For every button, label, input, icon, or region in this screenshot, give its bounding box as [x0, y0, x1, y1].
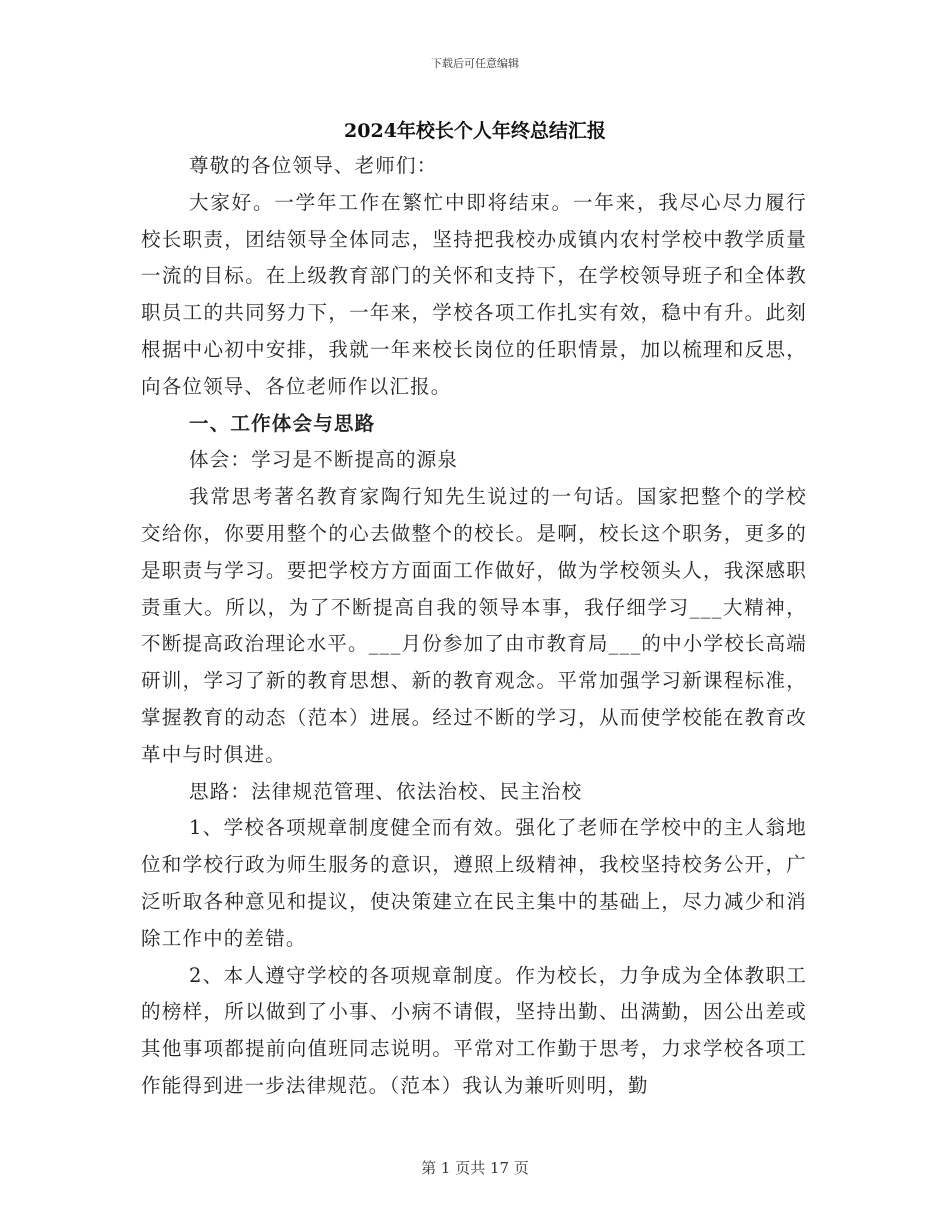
- page-number: 第 1 页共 17 页: [421, 1159, 529, 1177]
- subheading-experience: 体会：学习是不断提高的源泉: [189, 448, 459, 472]
- subheading-approach: 思路：法律规范管理、依法治校、民主治校: [189, 779, 583, 803]
- section-heading: 一、工作体会与思路: [189, 411, 376, 435]
- paragraph-learning: 我常思考著名教育家陶行知先生说过的一句话。国家把整个的学校交给你，你要用整个的心去做整个的校长。是啊，校长这个职务，更多的是职责与学习。要把学校方方面面工作做好，做为学校领头人，我深感职责重大。所以，为了不断提高自我的领导本事，我仔细学习___大精神，不断提高政治理论水平。___月份参加了由市教育局___的中小学校长高端研训，学习了新的教育思想、新的教育观念。平常加强学习新课程标准，掌握教育的动态（范本）进展。经过不断的学习，从而使学校能在教育改革中与时俱进。: [141, 485, 808, 766]
- paragraph-item-1: 1、学校各项规章制度健全而有效。强化了老师在学校中的主人翁地位和学校行政为师生服务的意识，遵照上级精神，我校坚持校务公开，广泛听取各种意见和提议，使决策建立在民主集中的基础上，尽力减少和消除工作中的差错。: [141, 816, 807, 950]
- download-note: 下载后可任意编辑: [431, 57, 519, 70]
- salutation: 尊敬的各位领导、老师们：: [189, 154, 438, 177]
- document-title: 2024年校长个人年终总结汇报: [344, 120, 606, 142]
- paragraph-intro: 大家好。一学年工作在繁忙中即将结束。一年来，我尽心尽力履行校长职责，团结领导全体同志，坚持把我校办成镇内农村学校中教学质量一流的目标。在上级教育部门的关怀和支持下，在学校领导班子和全体教职员工的共同努力下，一年来，学校各项工作扎实有效，稳中有升。此刻根据中心初中安排，我就一年来校长岗位的任职情景，加以梳理和反思，向各位领导、各位老师作以汇报。: [141, 190, 807, 398]
- paragraph-item-2: 2、本人遵守学校的各项规章制度。作为校长，力争成为全体教职工的榜样，所以做到了小事、小病不请假，坚持出勤、出满勤，因公出差或其他事项都提前向值班同志说明。平常对工作勤于思考，力求学校各项工作能得到进一步法律规范。（范本）我认为兼听则明，勤: [141, 963, 807, 1097]
- document-body: [141, 148, 807, 1105]
